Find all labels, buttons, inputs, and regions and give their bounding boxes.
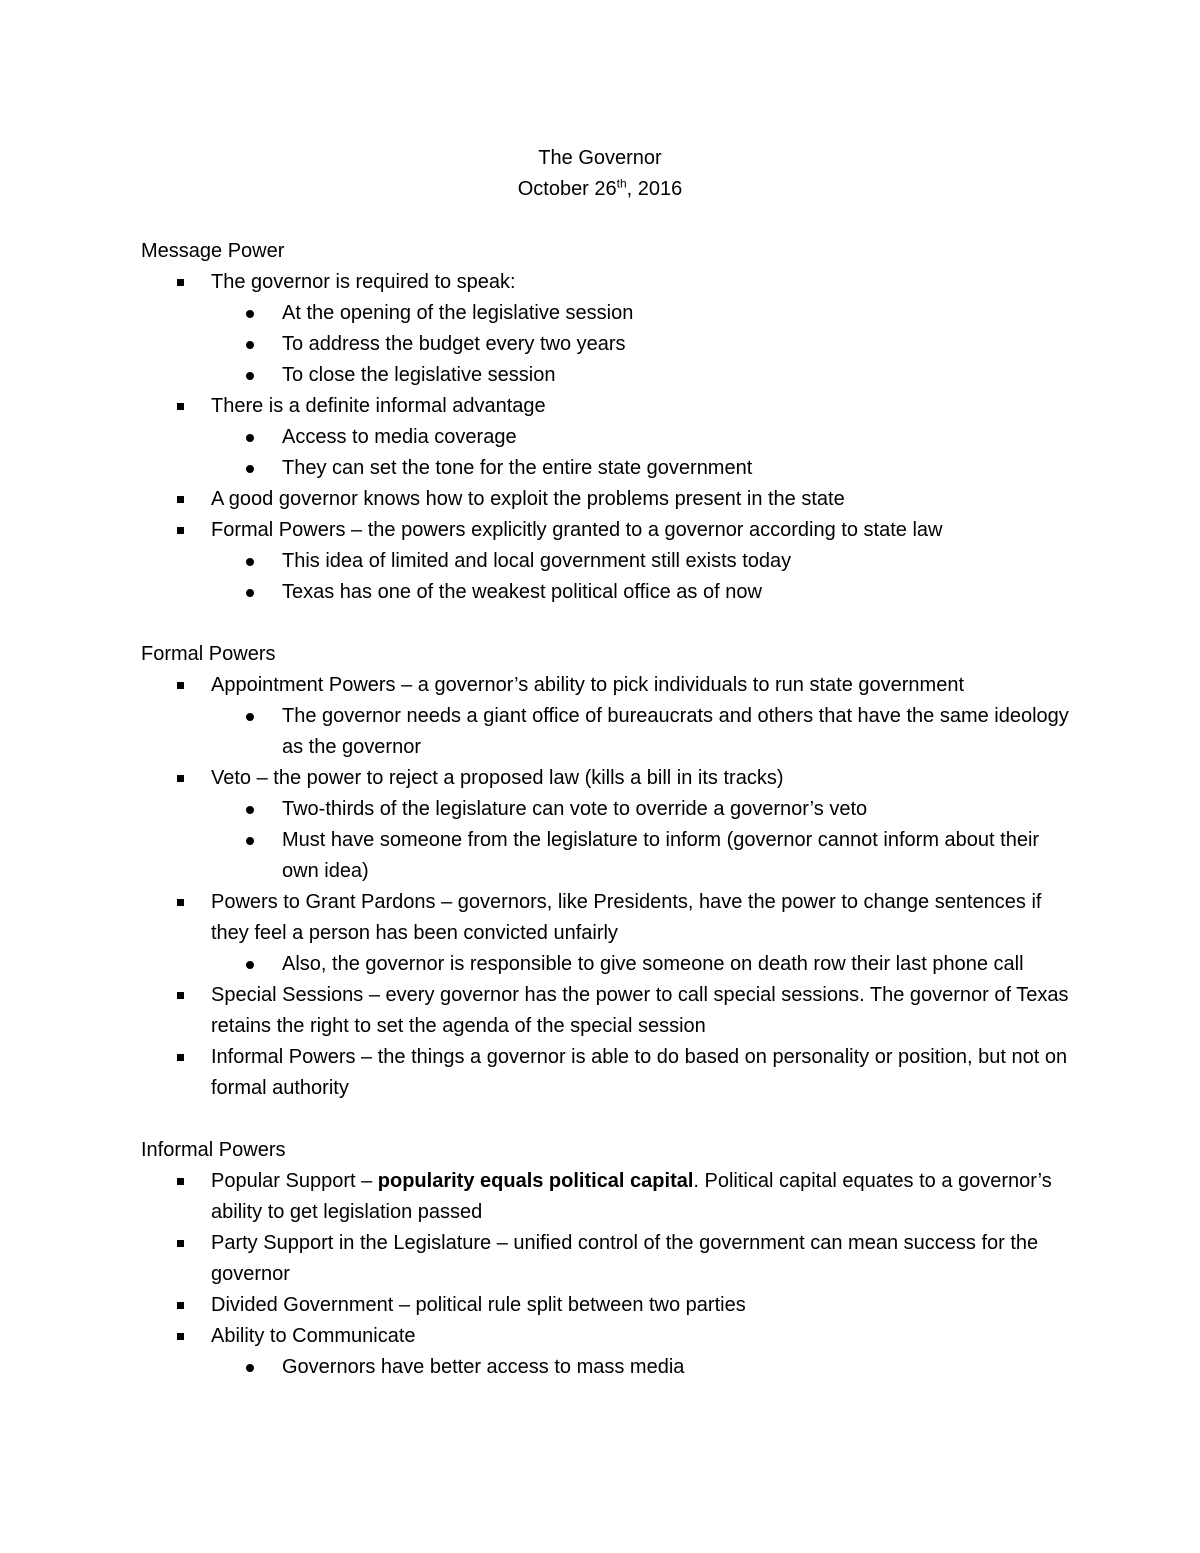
sub-list-item bbox=[141, 794, 1081, 825]
square-bullet-icon bbox=[177, 763, 184, 794]
section-heading: Informal Powers bbox=[141, 1139, 286, 1161]
date-superscript: th bbox=[616, 176, 627, 191]
square-bullet-icon bbox=[177, 515, 184, 546]
sub-list-item bbox=[141, 453, 1081, 484]
list-item-text: Special Sessions – every governor has the power to call special sessions. The governor of Texas retains the right to set the agenda of the special session bbox=[211, 984, 1069, 1037]
square-bullet-icon bbox=[177, 980, 184, 1011]
square-bullet-icon bbox=[177, 887, 184, 918]
section-heading: Formal Powers bbox=[141, 643, 276, 665]
section-heading: Message Power bbox=[141, 240, 285, 262]
list-item-text: Two-thirds of the legislature can vote to override a governor’s veto bbox=[282, 798, 868, 820]
list-item bbox=[141, 980, 1081, 1042]
list-item bbox=[141, 515, 1081, 546]
date-rest: , 2016 bbox=[626, 178, 683, 200]
list-item-text: To close the legislative session bbox=[282, 364, 556, 386]
square-bullet-icon bbox=[177, 267, 184, 298]
sub-list-item bbox=[141, 825, 1081, 887]
list-item-text: Ability to Communicate bbox=[211, 1325, 416, 1347]
round-bullet-icon bbox=[246, 577, 254, 608]
section-spacer bbox=[141, 608, 1081, 639]
square-bullet-icon bbox=[177, 1290, 184, 1321]
list-item bbox=[141, 1042, 1081, 1104]
document-header bbox=[0, 143, 1200, 205]
list-item bbox=[141, 484, 1081, 515]
list-item-text: Appointment Powers – a governor’s ability to pick individuals to run state government bbox=[211, 674, 964, 696]
list-item-text: They can set the tone for the entire state government bbox=[282, 457, 753, 479]
square-bullet-icon bbox=[177, 670, 184, 701]
list-item-text: A good governor knows how to exploit the problems present in the state bbox=[211, 488, 845, 510]
list-item-text: Formal Powers – the powers explicitly granted to a governor according to state law bbox=[211, 519, 943, 541]
document-date bbox=[0, 174, 1200, 205]
list-item bbox=[141, 267, 1081, 298]
square-bullet-icon bbox=[177, 1321, 184, 1352]
sub-list-item bbox=[141, 422, 1081, 453]
list-item-text: The governor needs a giant office of bureaucrats and others that have the same ideology as the governor bbox=[282, 705, 1069, 758]
list-item-text: Party Support in the Legislature – unified control of the government can mean success for the governor bbox=[211, 1232, 1039, 1285]
list-item bbox=[141, 1166, 1081, 1228]
round-bullet-icon bbox=[246, 825, 254, 856]
list-item-text: Informal Powers – the things a governor is able to do based on personality or position, but not on formal authority bbox=[211, 1046, 1068, 1099]
square-bullet-icon bbox=[177, 1228, 184, 1259]
sub-list-item bbox=[141, 701, 1081, 763]
list-item-text: Powers to Grant Pardons – governors, like Presidents, have the power to change sentences if they feel a person has been convicted unfairly bbox=[211, 891, 1042, 944]
sub-list-item bbox=[141, 298, 1081, 329]
list-item bbox=[141, 670, 1081, 701]
sub-list-item bbox=[141, 546, 1081, 577]
round-bullet-icon bbox=[246, 546, 254, 577]
list-item bbox=[141, 763, 1081, 794]
section-spacer bbox=[141, 1104, 1081, 1135]
square-bullet-icon bbox=[177, 1166, 184, 1197]
sub-list-item bbox=[141, 360, 1081, 391]
list-item-text bbox=[211, 1166, 1081, 1228]
list-item-text: Texas has one of the weakest political office as of now bbox=[282, 581, 762, 603]
square-bullet-icon bbox=[177, 484, 184, 515]
list-item-text: Governors have better access to mass media bbox=[282, 1356, 685, 1378]
list-item bbox=[141, 391, 1081, 422]
list-item-text: At the opening of the legislative session bbox=[282, 302, 634, 324]
emphasis-text: popularity equals political capital bbox=[377, 1170, 694, 1192]
round-bullet-icon bbox=[246, 360, 254, 391]
list-item-text: To address the budget every two years bbox=[282, 333, 626, 355]
round-bullet-icon bbox=[246, 453, 254, 484]
round-bullet-icon bbox=[246, 949, 254, 980]
round-bullet-icon bbox=[246, 329, 254, 360]
sub-list-item bbox=[141, 949, 1081, 980]
list-item bbox=[141, 1290, 1081, 1321]
list-item-text: Also, the governor is responsible to give someone on death row their last phone call bbox=[282, 953, 1024, 975]
round-bullet-icon bbox=[246, 298, 254, 329]
list-item bbox=[141, 1321, 1081, 1352]
sub-list-item bbox=[141, 1352, 1081, 1383]
round-bullet-icon bbox=[246, 1352, 254, 1383]
list-item-text: This idea of limited and local government still exists today bbox=[282, 550, 792, 572]
list-item-text: There is a definite informal advantage bbox=[211, 395, 546, 417]
list-item bbox=[141, 1228, 1081, 1290]
notes-body bbox=[141, 236, 1081, 1383]
sub-list-item bbox=[141, 329, 1081, 360]
date-main: October 26 bbox=[517, 178, 617, 200]
list-item-text: Divided Government – political rule split between two parties bbox=[211, 1294, 746, 1316]
text-segment: Popular Support – bbox=[211, 1170, 378, 1192]
document-title: The Governor bbox=[538, 147, 662, 169]
sub-list-item bbox=[141, 577, 1081, 608]
text-segment: . Political capital equates to a governor’s ability to get legislation passed bbox=[211, 1170, 1052, 1223]
list-item-text: Must have someone from the legislature to inform (governor cannot inform about their own idea) bbox=[282, 829, 1040, 882]
list-item-text: Veto – the power to reject a proposed law (kills a bill in its tracks) bbox=[211, 767, 784, 789]
round-bullet-icon bbox=[246, 794, 254, 825]
list-item-text: The governor is required to speak: bbox=[211, 271, 516, 293]
list-item bbox=[141, 887, 1081, 949]
square-bullet-icon bbox=[177, 391, 184, 422]
round-bullet-icon bbox=[246, 422, 254, 453]
list-item-text: Access to media coverage bbox=[282, 426, 517, 448]
square-bullet-icon bbox=[177, 1042, 184, 1073]
round-bullet-icon bbox=[246, 701, 254, 732]
